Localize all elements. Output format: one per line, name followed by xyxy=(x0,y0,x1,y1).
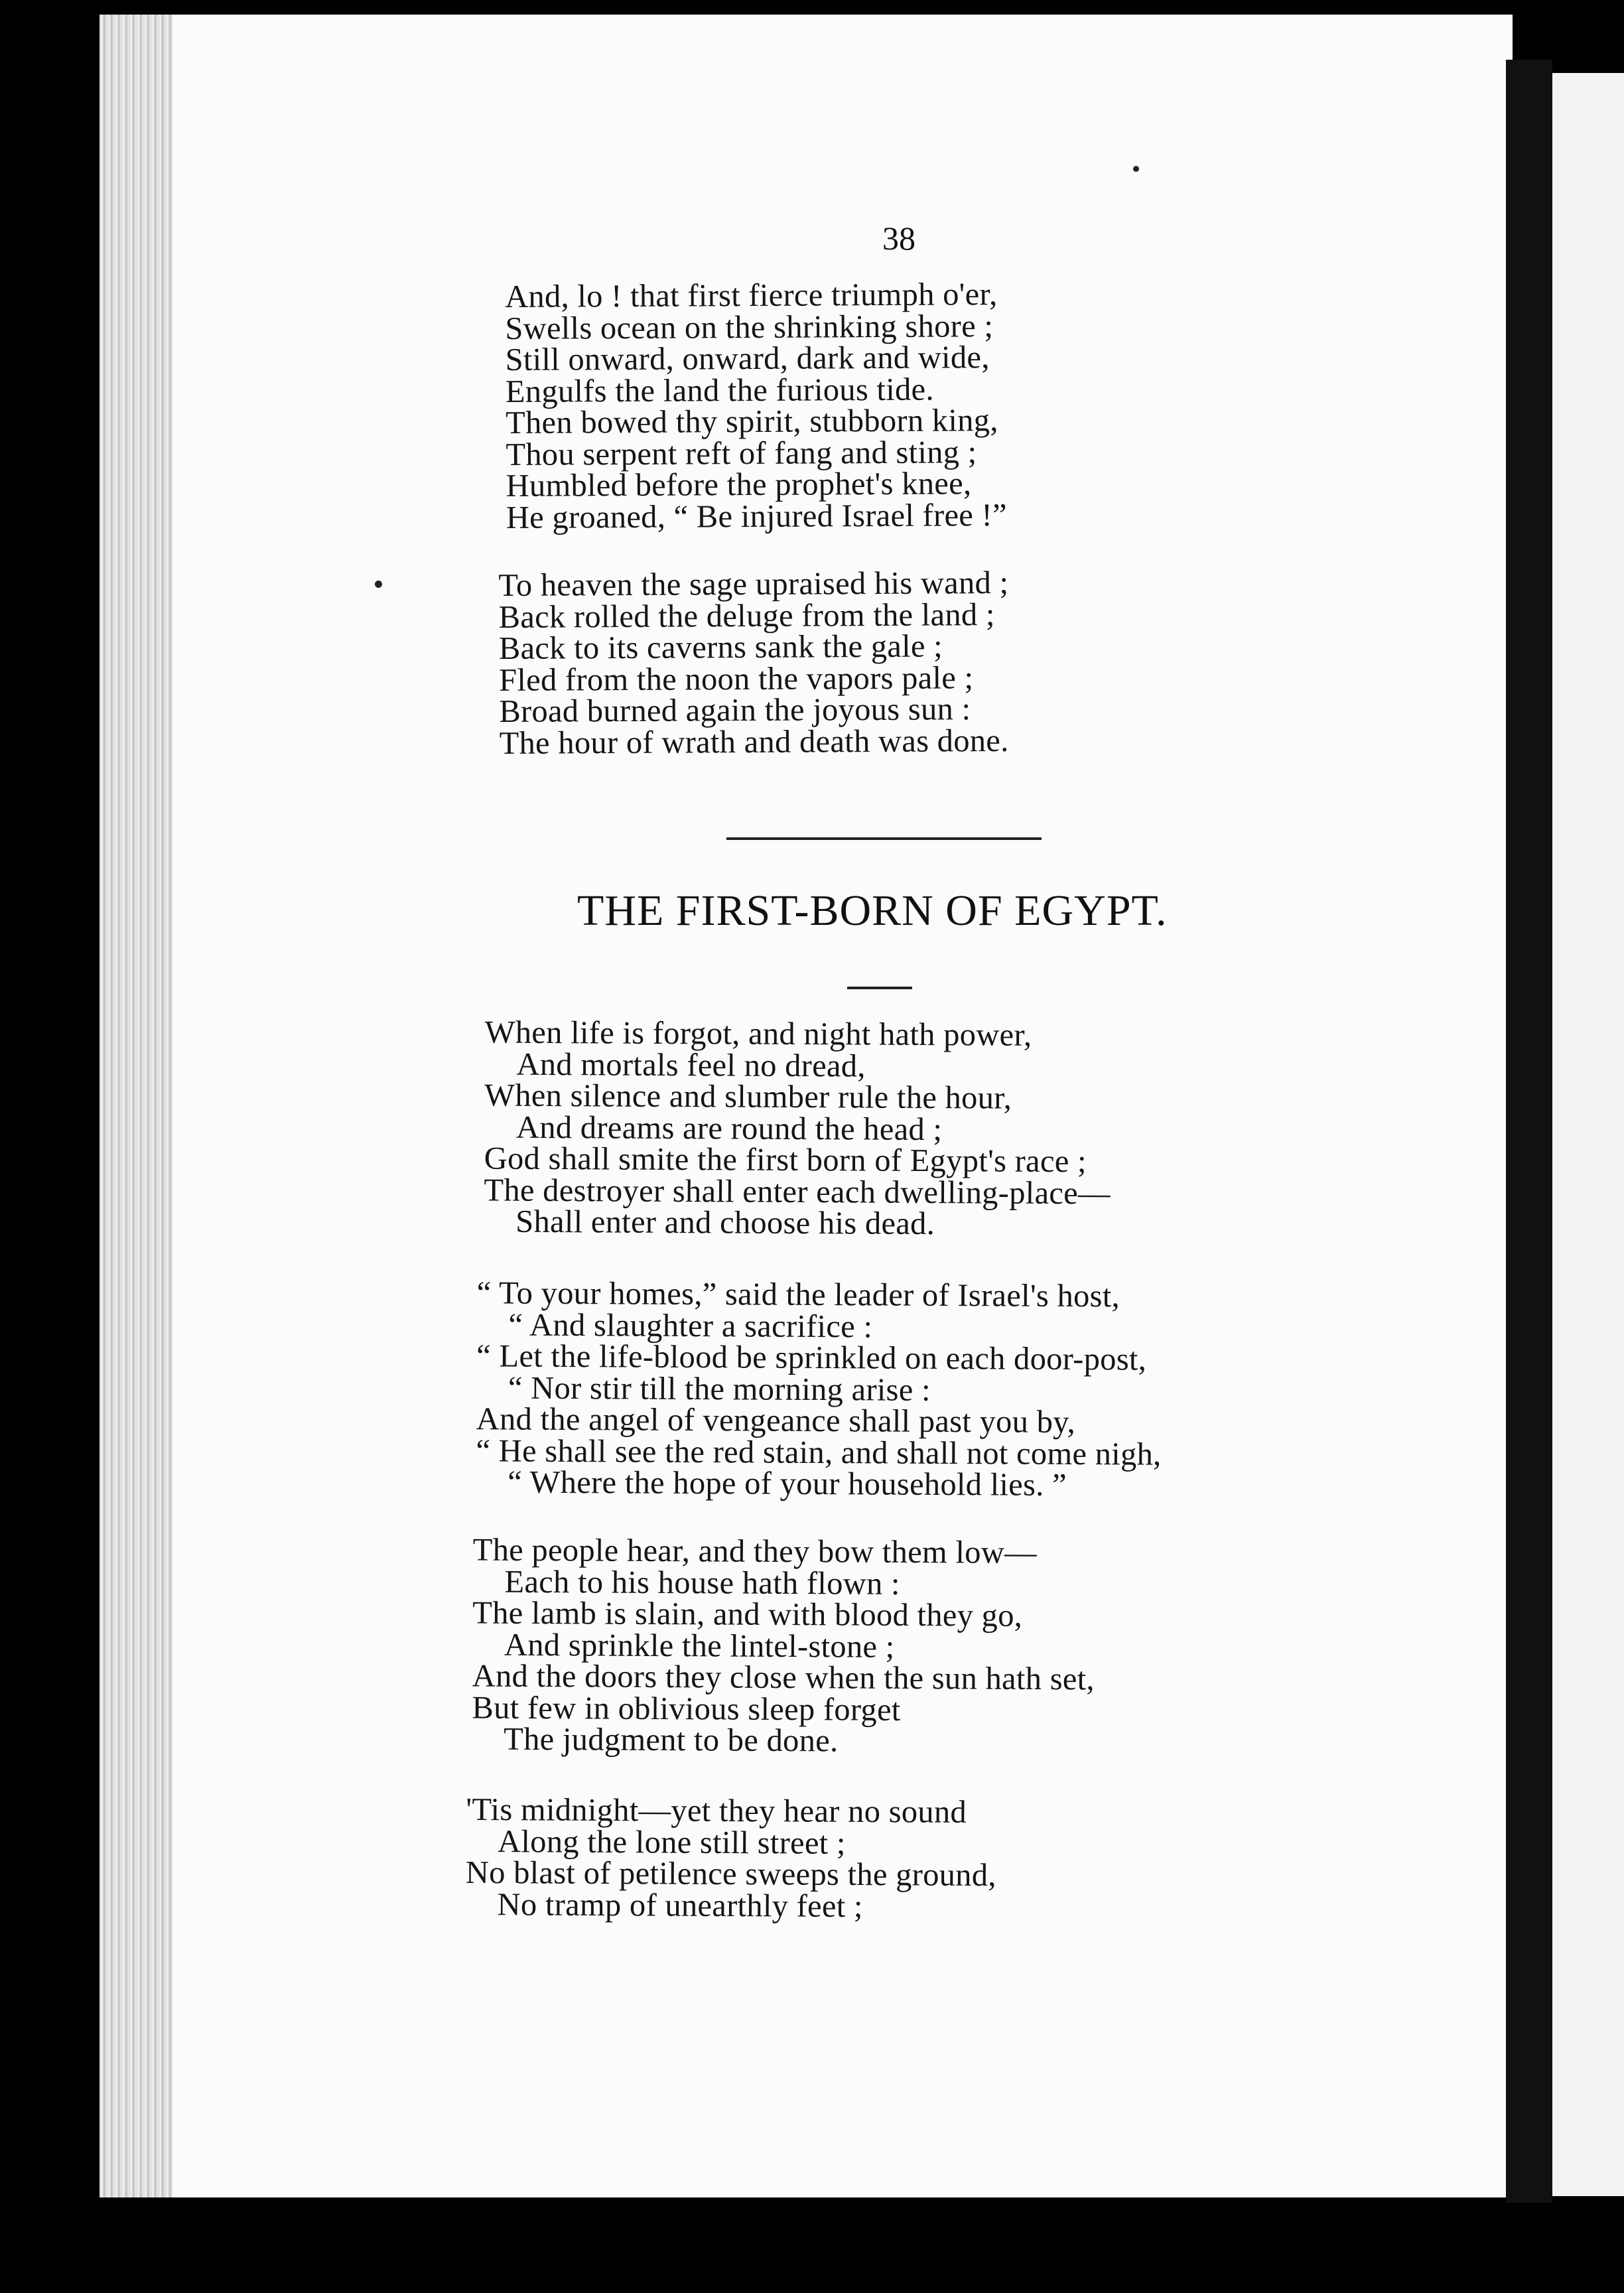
verse-line: No blast of petilence sweeps the ground, xyxy=(465,1854,996,1894)
page-edge-shadow xyxy=(1506,60,1552,2203)
verse-line: “ Let the life-blood be sprinkled on each door-post, xyxy=(476,1338,1147,1377)
verse-line: He groaned, “ Be injured Israel free !” xyxy=(506,497,1007,535)
verse-line: The hour of wrath and death was done. xyxy=(499,723,1009,761)
verse-line: God shall smite the first born of Egypt's race ; xyxy=(484,1141,1087,1180)
verse-line: Then bowed thy spirit, stubborn king, xyxy=(505,403,998,441)
verse-line: And dreams are round the head ; xyxy=(515,1109,943,1147)
poem-stanza-3 xyxy=(472,1532,1095,1759)
verse-line: Shall enter and choose his dead. xyxy=(515,1204,935,1242)
verse-line: And sprinkle the lintel-stone ; xyxy=(504,1627,895,1665)
verse-line: Thou serpent reft of fang and sting ; xyxy=(506,434,977,472)
verse-line: Still onward, onward, dark and wide, xyxy=(505,340,990,378)
verse-line: Broad burned again the joyous sun : xyxy=(499,691,971,730)
verse-line: The people hear, and they bow them low— xyxy=(472,1532,1038,1570)
verse-line: And mortals feel no dread, xyxy=(516,1046,866,1084)
verse-line: Humbled before the prophet's knee, xyxy=(506,466,972,504)
verse-line: “ Nor stir till the morning arise : xyxy=(508,1370,931,1408)
verse-line: When silence and slumber rule the hour, xyxy=(484,1077,1012,1116)
verse-line: “ He shall see the red stain, and shall not come nigh, xyxy=(476,1432,1162,1472)
scan-speck xyxy=(375,581,382,588)
verse-line: The lamb is slain, and with blood they go, xyxy=(472,1595,1023,1633)
book-gutter xyxy=(100,15,172,2197)
verse-line: “ Where the hope of your household lies. ” xyxy=(508,1464,1067,1503)
verse-line: Each to his house hath flown : xyxy=(504,1564,900,1602)
verse-line: Swells ocean on the shrinking shore ; xyxy=(505,308,994,346)
verse-line: When life is forgot, and night hath power, xyxy=(484,1014,1032,1053)
verse-line: 'Tis midnight—yet they hear no sound xyxy=(466,1791,967,1830)
previous-poem-stanza-2 xyxy=(498,567,1009,759)
verse-line: And, lo ! that first fierce triumph o'er, xyxy=(504,277,998,314)
poem-stanza-1 xyxy=(484,1014,1111,1242)
verse-line: Back to its caverns sank the gale ; xyxy=(498,628,943,667)
adjacent-page-edge xyxy=(1552,73,1624,2196)
title-divider xyxy=(847,987,912,989)
verse-line: Back rolled the deluge from the land ; xyxy=(498,596,995,635)
previous-poem-stanza-1 xyxy=(505,279,1007,533)
poem-title: THE FIRST-BORN OF EGYPT. xyxy=(577,886,1168,935)
verse-line: Along the lone still street ; xyxy=(497,1823,846,1861)
verse-line: To heaven the sage upraised his wand ; xyxy=(498,565,1009,604)
section-divider xyxy=(726,837,1042,840)
verse-line: But few in oblivious sleep forget xyxy=(472,1690,901,1728)
verse-line: Engulfs the land the furious tide. xyxy=(505,372,934,409)
verse-line: The judgment to be done. xyxy=(504,1721,839,1759)
verse-line: “ And slaughter a sacrifice : xyxy=(508,1307,873,1344)
scan-speck xyxy=(1133,166,1139,172)
verse-line: And the angel of vengeance shall past you by, xyxy=(476,1401,1076,1440)
poem-stanza-2 xyxy=(476,1277,1162,1501)
verse-line: No tramp of unearthly feet ; xyxy=(497,1886,863,1924)
verse-line: And the doors they close when the sun hath set, xyxy=(472,1658,1095,1697)
verse-line: “ To your homes,” said the leader of Israel's host, xyxy=(476,1275,1120,1314)
verse-line: The destroyer shall enter each dwelling-place— xyxy=(484,1172,1111,1211)
page-number: 38 xyxy=(882,220,915,257)
verse-line: Fled from the noon the vapors pale ; xyxy=(498,660,974,698)
poem-stanza-4 xyxy=(465,1791,997,1924)
